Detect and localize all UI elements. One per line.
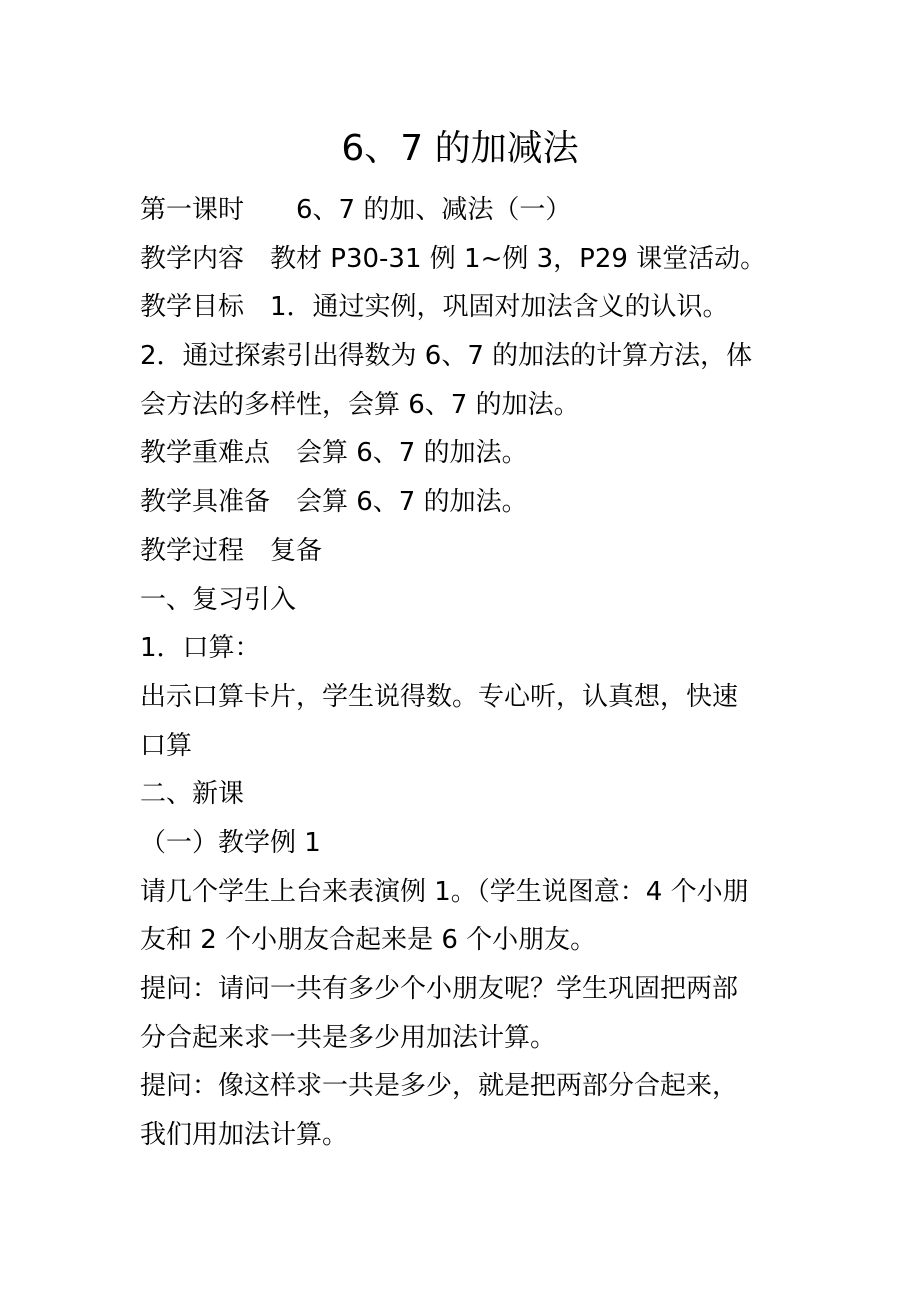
- text-line: 第一课时 6、7 的加、减法（一）: [140, 195, 572, 225]
- document-body: [140, 188, 800, 1162]
- text-line: 提问：像这样求一共是多少，就是把两部分合起来，: [140, 1071, 739, 1102]
- text-line: 提问：请问一共有多少个小朋友呢？学生巩固把两部: [140, 974, 739, 1004]
- text-line: 教学内容 教材 P30-31 例 1~例 3，P29 课堂活动。: [140, 243, 767, 274]
- text-line: 我们用加法计算。: [140, 1120, 349, 1151]
- text-line: 教学重难点 会算 6、7 的加法。: [140, 438, 528, 469]
- text-line: 分合起来求一共是多少用加法计算。: [140, 1022, 557, 1053]
- text-line: 2．通过探索引出得数为 6、7 的加法的计算方法，体: [140, 341, 753, 372]
- text-line: 请几个学生上台来表演例 1。（学生说图意：4 个小朋: [140, 876, 749, 907]
- text-line: 教学具准备 会算 6、7 的加法。: [140, 487, 528, 518]
- text-line: 1．口算：: [140, 633, 261, 664]
- text-line: 二、新课: [140, 779, 245, 810]
- text-line: （一）教学例 1: [140, 827, 321, 858]
- text-line: 教学目标 1．通过实例，巩固对加法含义的认识。: [140, 292, 729, 323]
- text-line: 会方法的多样性，会算 6、7 的加法。: [140, 389, 580, 420]
- text-line: 出示口算卡片，学生说得数。专心听，认真想，快速: [140, 681, 739, 712]
- text-line: 教学过程 复备: [140, 535, 323, 566]
- text-line: 一、复习引入: [140, 584, 297, 615]
- text-line: 友和 2 个小朋友合起来是 6 个小朋友。: [140, 925, 597, 956]
- text-line: 口算: [140, 730, 193, 761]
- document-title: 6、7 的加减法: [341, 128, 579, 169]
